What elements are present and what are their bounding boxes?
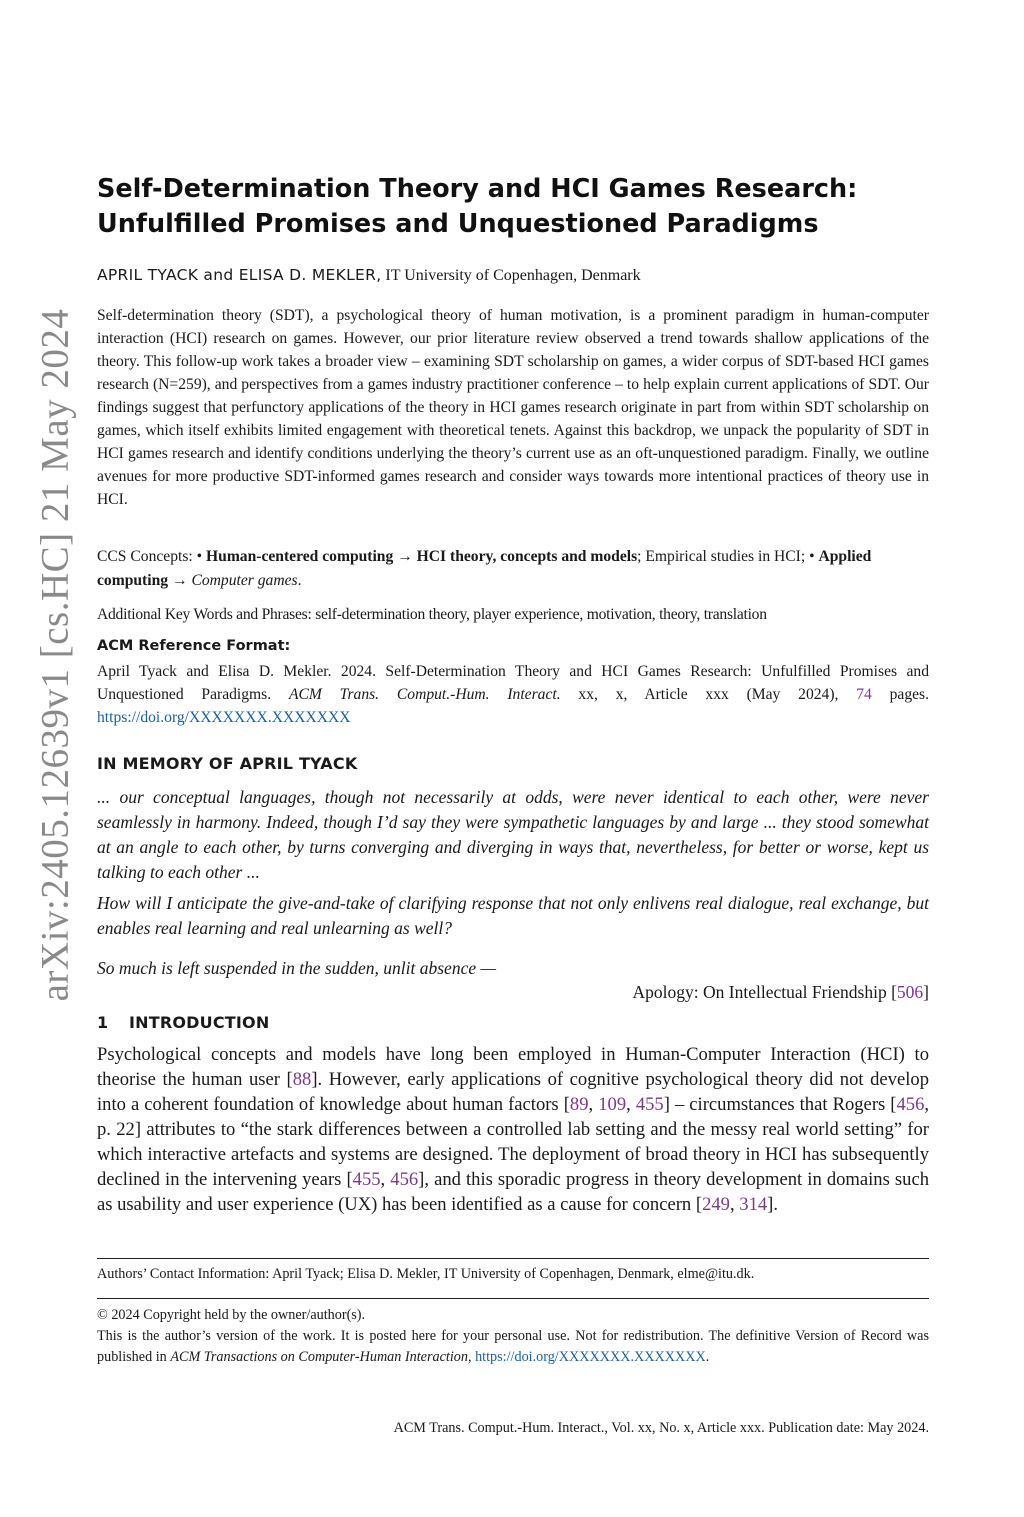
notice-end: . — [705, 1349, 710, 1365]
footnote-divider — [97, 1258, 929, 1259]
author-affiliation: IT University of Copenhagen, Denmark — [385, 267, 641, 284]
citation-109[interactable]: 109 — [598, 1094, 627, 1115]
reference-text-1: April Tyack and Elisa D. Mekler. 2024. Self-Determination Theory and HCI Games Research: Unfulfilled Promises and Unquestioned Paradigms. — [97, 663, 929, 703]
intro-text: ]. However, early applications of cognitive psychological theory did not develop into a coherent foundation of knowledge about human factors [ — [97, 1069, 929, 1115]
citation-89[interactable]: 89 — [569, 1094, 589, 1115]
reference-format-heading: ACM Reference Format: — [97, 638, 291, 654]
journal-full-name: ACM Transactions on Computer-Human Interaction — [170, 1349, 468, 1365]
ccs-concept-2-term: Computer games — [191, 572, 298, 589]
section-heading-introduction — [97, 1013, 269, 1032]
ccs-end: . — [297, 572, 302, 589]
version-notice-text: This is the author’s version of the work. It is posted here for your personal use. Not for redistribution. The definitive Version of Record was published in — [97, 1328, 929, 1365]
author-contact-info: Authors’ Contact Information: April Tyack; Elisa D. Mekler, IT University of Copenhagen, Denmark, elme@itu.dk. — [97, 1266, 755, 1282]
notice-sep: , — [467, 1349, 472, 1365]
citation-456[interactable]: 456 — [896, 1094, 925, 1115]
author-line — [97, 266, 641, 285]
memory-quote-1: ... our conceptual languages, though not necessarily at odds, were never identical to each other, were never seamlessly in harmony. Indeed, though I’d say they were sympathetic languages by and large ... they stood somewhat at an angle to each other, by turns converging and diverging in ways that, nevertheless, for better or worse, kept us talking to each other ... — [97, 787, 929, 882]
reference-pages-link[interactable]: 74 — [856, 686, 872, 703]
section-number: 1 — [97, 1013, 109, 1032]
intro-text: ]. — [767, 1194, 778, 1215]
memory-heading: IN MEMORY OF APRIL TYACK — [97, 754, 358, 773]
memory-quote-3: So much is left suspended in the sudden, unlit absence — — [97, 958, 497, 978]
citation-249[interactable]: 249 — [702, 1194, 730, 1215]
memory-quote-2: How will I anticipate the give-and-take of clarifying response that not only enlivens real dialogue, real exchange, but enables real learning and real unlearning as well? — [97, 893, 929, 938]
reference-text-3: pages. — [889, 686, 930, 703]
introduction-paragraph — [97, 1042, 929, 1217]
section-title: INTRODUCTION — [129, 1013, 270, 1032]
citation-88[interactable]: 88 — [292, 1069, 312, 1090]
page-footer: ACM Trans. Comput.-Hum. Interact., Vol. xx, No. x, Article xxx. Publication date: May 2024. — [393, 1420, 929, 1436]
ccs-concepts — [97, 545, 929, 593]
citation-separator: , — [729, 1194, 740, 1215]
attribution-end: ] — [923, 982, 929, 1002]
intro-text: , p. 22] attributes to “the stark differences between a controlled lab setting and the messy real world setting” for which interactive artefacts and systems are designed. The deployment of broad theory in HCI has subsequently declined in the intervening years [ — [97, 1094, 930, 1190]
keywords: Additional Key Words and Phrases: self-determination theory, player experience, motivation, theory, translation — [97, 606, 767, 623]
version-notice — [97, 1326, 929, 1368]
reference-doi-link[interactable]: https://doi.org/XXXXXXX.XXXXXXX — [97, 709, 351, 726]
copyright-divider — [97, 1298, 929, 1299]
citation-separator: , — [588, 1094, 599, 1115]
ccs-concept-2: Applied computing → — [97, 548, 872, 589]
copyright-line: © 2024 Copyright held by the owner/author(s). — [97, 1307, 366, 1323]
attribution-text: Apology: On Intellectual Friendship [ — [632, 982, 897, 1002]
abstract: Self-determination theory (SDT), a psychological theory of human motivation, is a prominent paradigm in human-computer interaction (HCI) research on games. However, our prior literature review observed a trend towards shallow applications of the theory. This follow-up work takes a broader view – examining SDT scholarship on games, a wider corpus of SDT-based HCI games research (N=259), and perspectives from a games industry practitioner conference – to help explain current applications of SDT. Our findings suggest that perfunctory applications of the theory in HCI games research originate in part from within SDT scholarship on games, which itself exhibits limited engagement with theoretical tenets. Against this backdrop, we unpack the popularity of SDT in HCI games research and identify conditions underlying the theory’s current use as an oft-unquestioned paradigm. Finally, we outline avenues for more productive SDT-informed games research and consider ways towards more intentional practices of theory use in HCI. — [97, 307, 929, 508]
version-doi-link[interactable]: https://doi.org/XXXXXXX.XXXXXXX — [475, 1349, 706, 1365]
intro-text: Psychological concepts and models have long been employed in Human-Computer Interaction (HCI) to theorise the human user [ — [97, 1044, 929, 1090]
reference-text-2: xx, x, Article xxx (May 2024), — [578, 686, 839, 703]
ccs-concept-1: Human-centered computing → HCI theory, concepts and models — [206, 548, 638, 565]
citation-455[interactable]: 455 — [352, 1169, 381, 1190]
reference-journal: ACM Trans. Comput.-Hum. Interact. — [288, 686, 561, 703]
ccs-label: CCS Concepts: • — [97, 548, 203, 565]
citation-314[interactable]: 314 — [739, 1194, 768, 1215]
citation-455[interactable]: 455 — [635, 1094, 664, 1115]
paper-title: Self-Determination Theory and HCI Games Research: Unfulfilled Promises and Unquestioned Paradigms — [97, 174, 858, 239]
reference-format — [97, 660, 929, 729]
arxiv-sidebar-stamp — [0, 270, 110, 1040]
arxiv-identifier: arXiv:2405.12639v1 [cs.HC] 21 May 2024 — [33, 308, 77, 1002]
intro-text: ] – circumstances that Rogers [ — [663, 1094, 897, 1115]
citation-separator: , — [626, 1094, 636, 1115]
intro-text: ], and this sporadic progress in theory development in domains such as usability and user experience (UX) has been identified as a cause for concern [ — [97, 1169, 929, 1215]
author-names: APRIL TYACK and ELISA D. MEKLER, — [97, 266, 382, 284]
citation-separator: , — [380, 1169, 391, 1190]
citation-456[interactable]: 456 — [390, 1169, 419, 1190]
citation-506[interactable]: 506 — [896, 982, 924, 1002]
quote-attribution — [633, 980, 929, 1005]
ccs-concept-1-rest: ; Empirical studies in HCI; • — [637, 548, 815, 565]
